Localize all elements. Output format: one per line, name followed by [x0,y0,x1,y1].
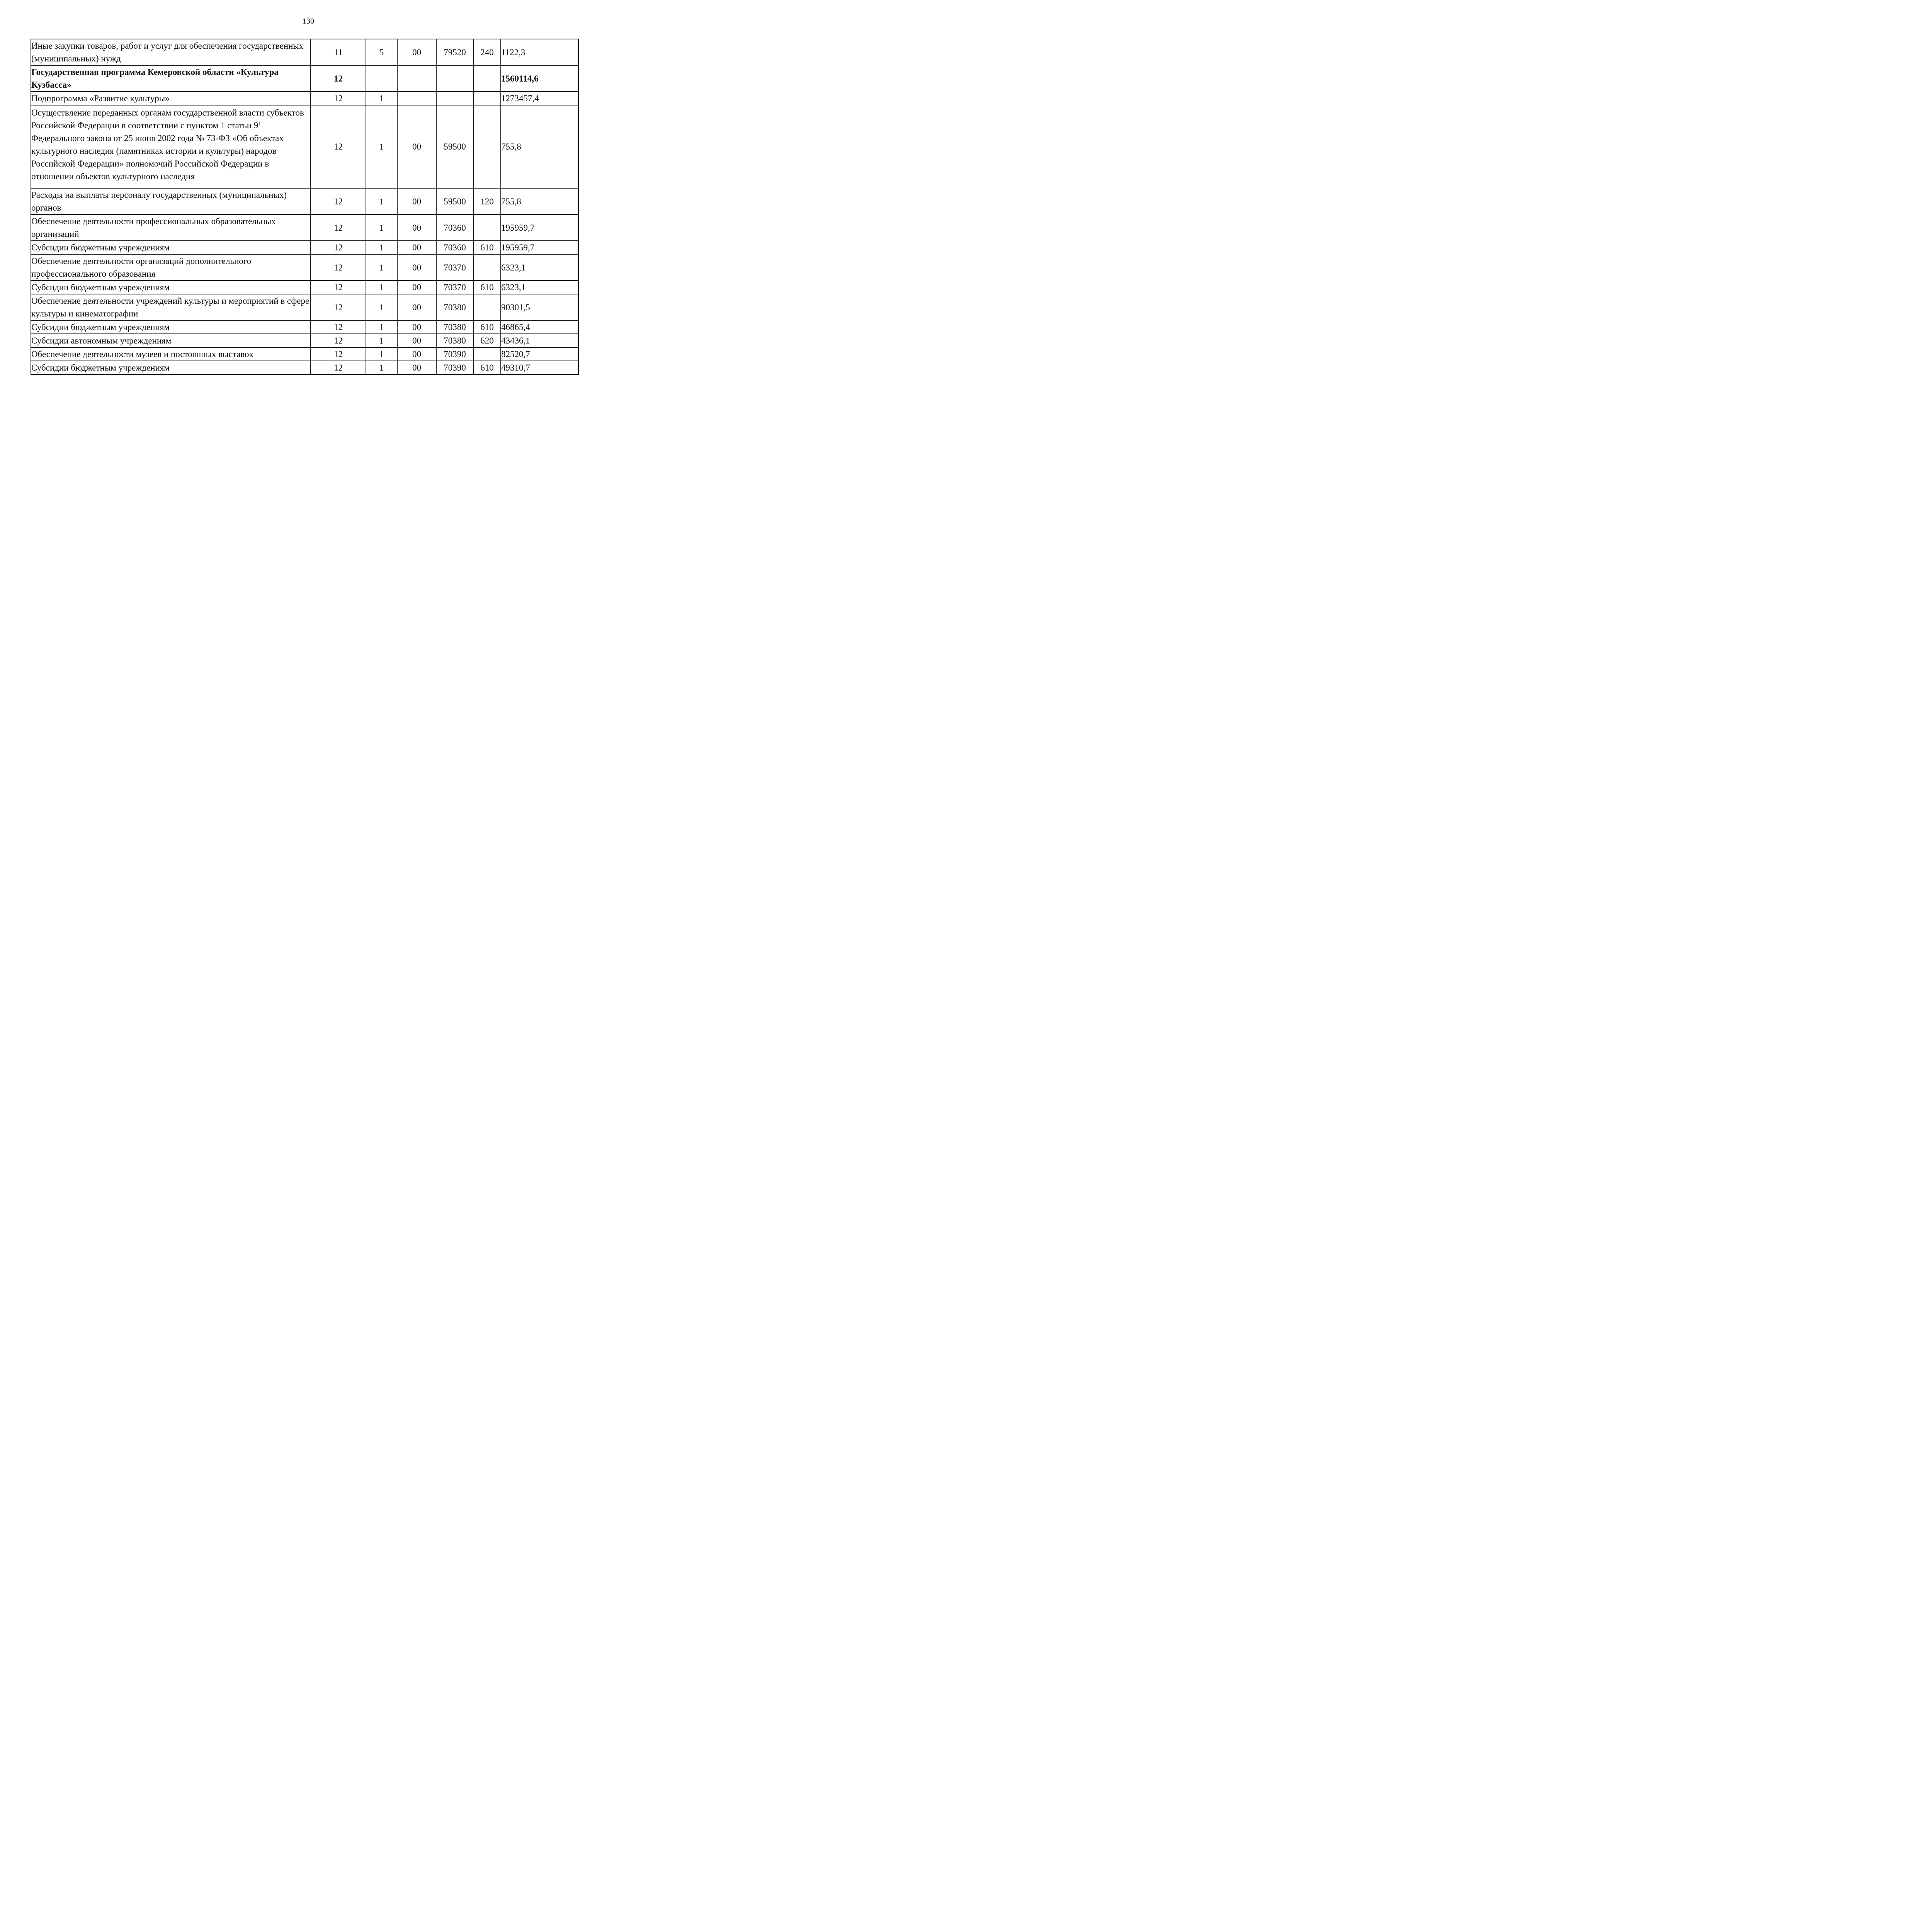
direction-code: 70370 [436,281,473,294]
section-code: 12 [311,320,366,334]
expense-type-code [473,254,501,281]
expense-type-code [473,214,501,241]
subprogram-code: 00 [397,39,436,65]
table-row [31,281,578,294]
section-code: 12 [311,294,366,320]
row-name: Субсидии бюджетным учреждениям [31,361,311,374]
program-code: 1 [366,361,397,374]
program-code [366,65,397,92]
amount: 755,8 [501,105,578,188]
direction-code: 59500 [436,188,473,214]
subprogram-code: 00 [397,105,436,188]
section-code: 12 [311,347,366,361]
row-name: Обеспечение деятельности профессиональных образовательных организаций [31,214,311,241]
subprogram-code: 00 [397,361,436,374]
expense-type-code: 620 [473,334,501,347]
row-name [31,105,311,188]
amount: 1273457,4 [501,92,578,105]
subprogram-code: 00 [397,241,436,254]
expense-type-code [473,105,501,188]
amount: 90301,5 [501,294,578,320]
program-code: 1 [366,320,397,334]
table-row [31,294,578,320]
amount: 755,8 [501,188,578,214]
table-row [31,92,578,105]
row-name: Расходы на выплаты персоналу государственных (муниципальных) органов [31,188,311,214]
program-code: 1 [366,92,397,105]
amount: 49310,7 [501,361,578,374]
subprogram-code: 00 [397,281,436,294]
expense-type-code: 610 [473,281,501,294]
amount: 195959,7 [501,241,578,254]
expense-type-code: 240 [473,39,501,65]
amount: 6323,1 [501,254,578,281]
program-code: 1 [366,188,397,214]
row-name-part: Федерального закона от 25 июня 2002 года № 73-ФЗ «Об объектах культурного наследия (памятниках истории и культуры) народов Российской Федерации» полномочий Российской Федерации в отношении объектов культурного наследия [31,133,284,181]
program-code: 1 [366,254,397,281]
section-code: 12 [311,188,366,214]
amount: 6323,1 [501,281,578,294]
table-row [31,214,578,241]
direction-code: 70370 [436,254,473,281]
page-number: 130 [303,17,314,26]
row-name: Государственная программа Кемеровской области «Культура Кузбасса» [31,65,311,92]
amount: 195959,7 [501,214,578,241]
table-row [31,334,578,347]
subprogram-code: 00 [397,188,436,214]
table-row [31,347,578,361]
subprogram-code [397,65,436,92]
section-code: 11 [311,39,366,65]
table-row [31,241,578,254]
program-code: 1 [366,334,397,347]
row-name: Обеспечение деятельности учреждений культуры и мероприятий в сфере культуры и кинематографии [31,294,311,320]
amount: 46865,4 [501,320,578,334]
subprogram-code: 00 [397,294,436,320]
table-row [31,39,578,65]
expense-type-code [473,65,501,92]
expense-type-code [473,347,501,361]
subprogram-code: 00 [397,254,436,281]
subprogram-code: 00 [397,214,436,241]
section-code: 12 [311,65,366,92]
section-code: 12 [311,334,366,347]
expense-type-code: 610 [473,320,501,334]
table-row [31,254,578,281]
row-name: Обеспечение деятельности организаций дополнительного профессионального образования [31,254,311,281]
expense-type-code: 120 [473,188,501,214]
expense-type-code: 610 [473,241,501,254]
section-code: 12 [311,281,366,294]
section-code: 12 [311,92,366,105]
section-code: 12 [311,254,366,281]
table-row [31,361,578,374]
program-code: 1 [366,214,397,241]
direction-code [436,65,473,92]
subprogram-code: 00 [397,334,436,347]
row-name-part: Осуществление переданных органам государственной власти субъектов Российской Федерации в соответствии с пунктом 1 статьи 9 [31,108,304,130]
direction-code: 79520 [436,39,473,65]
direction-code: 70380 [436,294,473,320]
subprogram-code: 00 [397,347,436,361]
row-name: Иные закупки товаров, работ и услуг для обеспечения государственных (муниципальных) нужд [31,39,311,65]
section-code: 12 [311,361,366,374]
table-row [31,65,578,92]
amount: 82520,7 [501,347,578,361]
section-code: 12 [311,214,366,241]
expense-type-code: 610 [473,361,501,374]
direction-code: 70390 [436,361,473,374]
direction-code: 70360 [436,214,473,241]
program-code: 1 [366,241,397,254]
amount: 43436,1 [501,334,578,347]
direction-code: 70360 [436,241,473,254]
section-code: 12 [311,105,366,188]
direction-code: 59500 [436,105,473,188]
program-code: 1 [366,294,397,320]
row-name: Обеспечение деятельности музеев и постоянных выставок [31,347,311,361]
expense-type-code [473,294,501,320]
subprogram-code: 00 [397,320,436,334]
direction-code: 70380 [436,320,473,334]
direction-code: 70390 [436,347,473,361]
row-name: Подпрограмма «Развитие культуры» [31,92,311,105]
direction-code: 70380 [436,334,473,347]
program-code: 1 [366,347,397,361]
expense-type-code [473,92,501,105]
row-name: Субсидии автономным учреждениям [31,334,311,347]
program-code: 1 [366,105,397,188]
table-row [31,105,578,188]
subprogram-code [397,92,436,105]
budget-table [31,39,579,375]
table-row [31,188,578,214]
section-code: 12 [311,241,366,254]
row-name: Субсидии бюджетным учреждениям [31,320,311,334]
row-name-superscript: 1 [258,121,261,127]
table-row [31,320,578,334]
amount: 1122,3 [501,39,578,65]
program-code: 1 [366,281,397,294]
amount: 1560114,6 [501,65,578,92]
direction-code [436,92,473,105]
row-name: Субсидии бюджетным учреждениям [31,241,311,254]
row-name: Субсидии бюджетным учреждениям [31,281,311,294]
program-code: 5 [366,39,397,65]
